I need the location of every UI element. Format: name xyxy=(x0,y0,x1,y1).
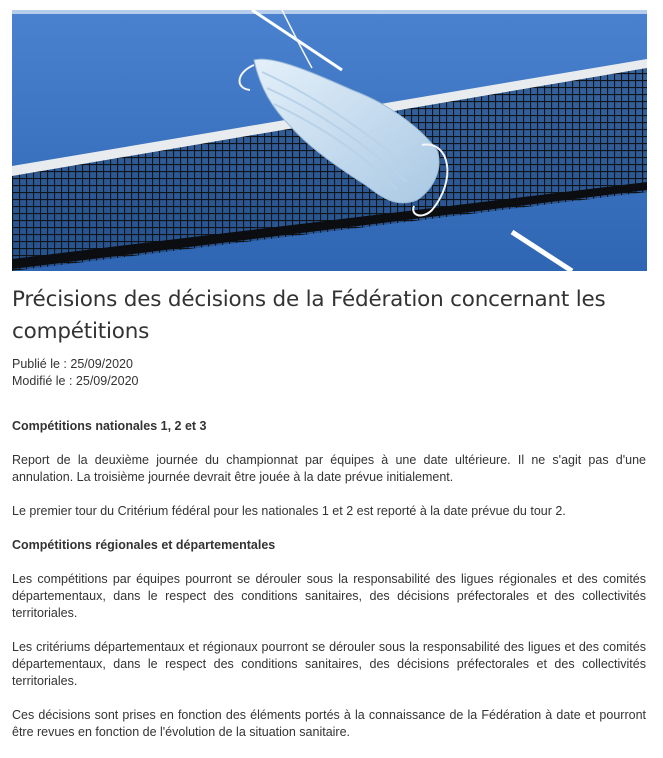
section-heading-regionales: Compétitions régionales et départementales xyxy=(12,538,276,552)
hero-image xyxy=(12,10,647,271)
section-heading-nationales: Compétitions nationales 1, 2 et 3 xyxy=(12,419,207,433)
article-body xyxy=(12,418,646,758)
paragraph-nationales-2: Le premier tour du Critérium fédéral pour les nationales 1 et 2 est reporté à la date prévue du tour 2. xyxy=(12,504,566,518)
published-date: Publié le : 25/09/2020 xyxy=(12,357,133,371)
paragraph-regionales-2: Les critériums départementaux et régionaux pourront se dérouler sous la responsabilité des ligues et des comités départementaux, dans le respect des conditions sanitaires, des décisions préfectorales et des collectivités territoriales. xyxy=(12,640,646,688)
paragraph-closing: Ces décisions sont prises en fonction des éléments portés à la connaissance de la Fédération à date et pourront être revues en fonction de l'évolution de la situation sanitaire. xyxy=(12,708,646,739)
modified-date: Modifié le : 25/09/2020 xyxy=(12,374,139,388)
table-tennis-net-with-mask-image xyxy=(12,10,647,271)
article-meta xyxy=(12,356,138,390)
article-title: Précisions des décisions de la Fédération concernant les compétitions xyxy=(12,287,606,344)
paragraph-regionales-1: Les compétitions par équipes pourront se dérouler sous la responsabilité des ligues régionales et des comités départementaux, dans le respect des conditions sanitaires, des décisions préfectorales et des collectivités territoriales. xyxy=(12,572,646,620)
paragraph-nationales-1: Report de la deuxième journée du championnat par équipes à une date ultérieure. Il ne s'agit pas d'une annulation. La troisième journée devrait être jouée à la date prévue initialement. xyxy=(12,453,646,484)
